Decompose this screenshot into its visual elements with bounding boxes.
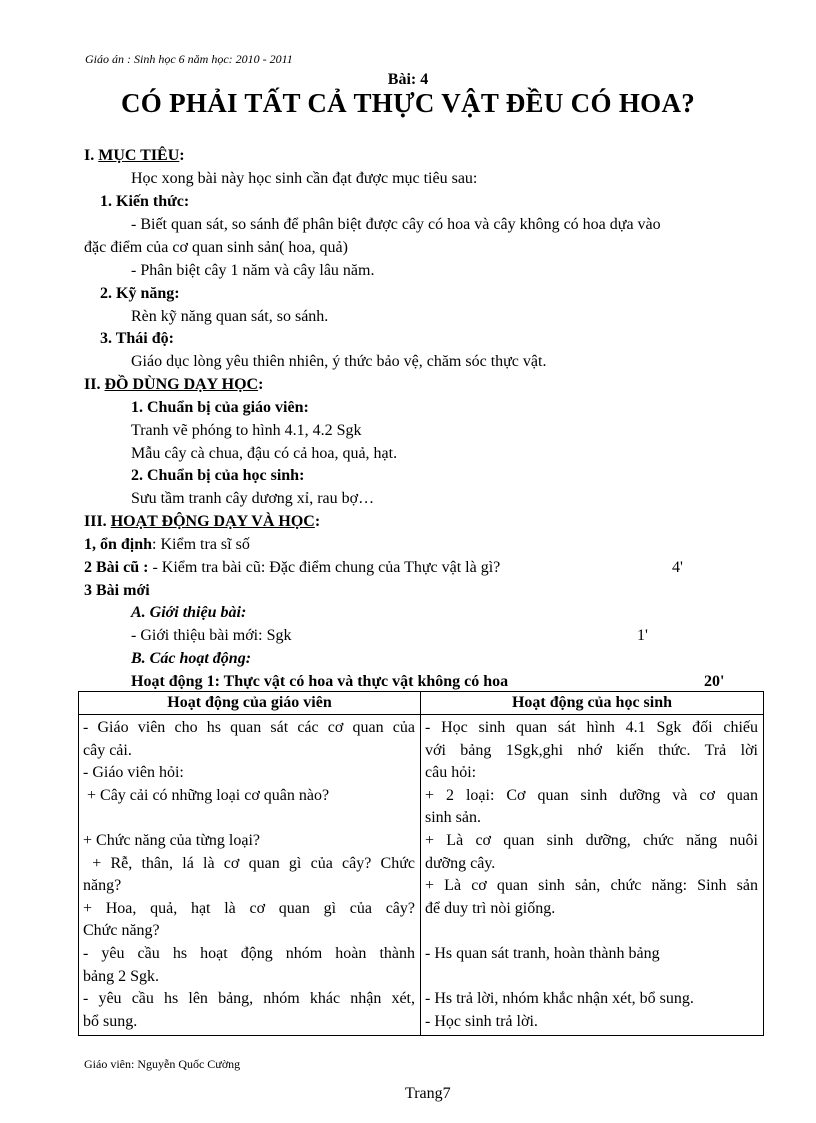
student-line: - Học sinh quan sát hình 4.1 Sgk đối chiếu bbox=[425, 719, 758, 736]
teacher-line: Chức năng? bbox=[83, 922, 160, 940]
student-line: dưỡng cây. bbox=[425, 854, 496, 872]
teacher-line: + Hoa, quả, hạt là cơ quan gì của cây? bbox=[83, 899, 415, 917]
teacher-line bbox=[83, 807, 415, 830]
teacher-line: + Cây cải có những loại cơ quân nào? bbox=[83, 786, 330, 804]
footer-teacher: Giáo viên: Nguyễn Quốc Cường bbox=[84, 1057, 241, 1071]
teacher-prep-item-2: Mẫu cây cà chua, đậu có cả hoa, quả, hạt. bbox=[131, 445, 398, 462]
stabilize-line: 1, ổn định: Kiểm tra sĩ số bbox=[84, 536, 250, 553]
lesson-title: CÓ PHẢI TẤT CẢ THỰC VẬT ĐỀU CÓ HOA? bbox=[120, 88, 696, 118]
table-header-teacher: Hoạt động của giáo viên bbox=[79, 692, 421, 715]
section-heading-materials: II. ĐỒ DÙNG DẠY HỌC: bbox=[84, 376, 264, 393]
skill-label: 2. Kỹ năng: bbox=[100, 285, 180, 302]
lesson-label: Bài: 4 bbox=[387, 71, 429, 88]
student-line bbox=[425, 966, 758, 989]
teacher-line: năng? bbox=[83, 877, 122, 895]
page-number: Trang7 bbox=[405, 1085, 451, 1102]
teacher-prep-label: 1. Chuẩn bị của giáo viên: bbox=[131, 399, 309, 416]
student-line: + Là cơ quan sinh sản, chức năng: Sinh sản bbox=[425, 877, 758, 895]
activity-1-label: Hoạt động 1: Thực vật có hoa và thực vật không có hoa bbox=[131, 673, 509, 690]
activity-table bbox=[78, 691, 764, 1036]
attitude-text: Giáo dục lòng yêu thiên nhiên, ý thức bảo vệ, chăm sóc thực vật. bbox=[131, 353, 547, 370]
activities-label: B. Các hoạt động: bbox=[131, 650, 252, 667]
knowledge-item-1b: đặc điểm của cơ quan sinh sản( hoa, quả) bbox=[84, 239, 348, 256]
knowledge-item-2: - Phân biệt cây 1 năm và cây lâu năm. bbox=[131, 262, 375, 279]
introduction-time: 1' bbox=[637, 627, 648, 644]
student-activity-cell bbox=[421, 715, 764, 1036]
attitude-label: 3. Thái độ: bbox=[100, 330, 174, 347]
teacher-line: + Chức năng của từng loại? bbox=[83, 831, 260, 849]
teacher-line: - Giáo viên cho hs quan sát các cơ quan của bbox=[83, 719, 415, 736]
student-prep-label: 2. Chuẩn bị của học sinh: bbox=[131, 467, 305, 484]
document-header: Giáo án : Sinh học 6 năm học: 2010 - 2011 bbox=[85, 52, 293, 66]
student-line: - Hs trả lời, nhóm khắc nhận xét, bổ sung. bbox=[425, 990, 694, 1008]
section-heading-objectives: I. MỤC TIÊU: bbox=[84, 147, 185, 164]
objectives-intro: Học xong bài này học sinh cần đạt được mục tiêu sau: bbox=[131, 170, 478, 187]
table-header-student: Hoạt động của học sinh bbox=[421, 692, 764, 715]
teacher-line: bổ sung. bbox=[83, 1012, 138, 1030]
teacher-activity-cell bbox=[79, 715, 421, 1036]
student-line: - Học sinh trả lời. bbox=[425, 1012, 538, 1030]
knowledge-item-1a: - Biết quan sát, so sánh để phân biệt được cây có hoa và cây không có hoa dựa vào bbox=[131, 216, 661, 233]
activity-1-time: 20' bbox=[704, 673, 725, 690]
teacher-line: - yêu cầu hs lên bảng, nhóm khác nhận xét, bbox=[83, 990, 415, 1008]
teacher-prep-item-1: Tranh vẽ phóng to hình 4.1, 4.2 Sgk bbox=[131, 422, 362, 439]
section-heading-activities: III. HOẠT ĐỘNG DẠY VÀ HỌC: bbox=[84, 513, 321, 530]
teacher-line: cây cải. bbox=[83, 741, 132, 759]
student-line: sinh sản. bbox=[425, 809, 481, 827]
student-line: + 2 loại: Cơ quan sinh dưỡng và cơ quan bbox=[425, 786, 758, 804]
student-line: - Hs quan sát tranh, hoàn thành bảng bbox=[425, 944, 660, 962]
old-lesson-line: 2 Bài cũ : - Kiểm tra bài cũ: Đặc điểm chung của Thực vật là gì? bbox=[84, 559, 501, 576]
knowledge-label: 1. Kiến thức: bbox=[100, 193, 190, 210]
teacher-line: - yêu cầu hs hoạt động nhóm hoàn thành bbox=[83, 944, 415, 962]
teacher-line: + Rễ, thân, lá là cơ quan gì của cây? Chức bbox=[83, 854, 415, 872]
student-line bbox=[425, 920, 758, 943]
new-lesson-label: 3 Bài mới bbox=[84, 582, 150, 599]
introduction-text: - Giới thiệu bài mới: Sgk bbox=[131, 627, 292, 644]
table-row bbox=[79, 715, 764, 1036]
student-line: với bảng 1Sgk,ghi nhớ kiến thức. Trả lời bbox=[425, 741, 758, 759]
teacher-line: bảng 2 Sgk. bbox=[83, 967, 159, 985]
student-line: để duy trì nòi giống. bbox=[425, 899, 556, 917]
old-lesson-time: 4' bbox=[672, 559, 683, 576]
student-prep-item-1: Sưu tầm tranh cây dương xỉ, rau bợ… bbox=[131, 490, 375, 507]
teacher-line: - Giáo viên hỏi: bbox=[83, 764, 184, 782]
introduction-label: A. Giới thiệu bài: bbox=[131, 604, 247, 621]
skill-text: Rèn kỹ năng quan sát, so sánh. bbox=[131, 308, 329, 325]
student-line: câu hỏi: bbox=[425, 764, 477, 782]
student-line: + Là cơ quan sinh dưỡng, chức năng nuôi bbox=[425, 831, 758, 849]
